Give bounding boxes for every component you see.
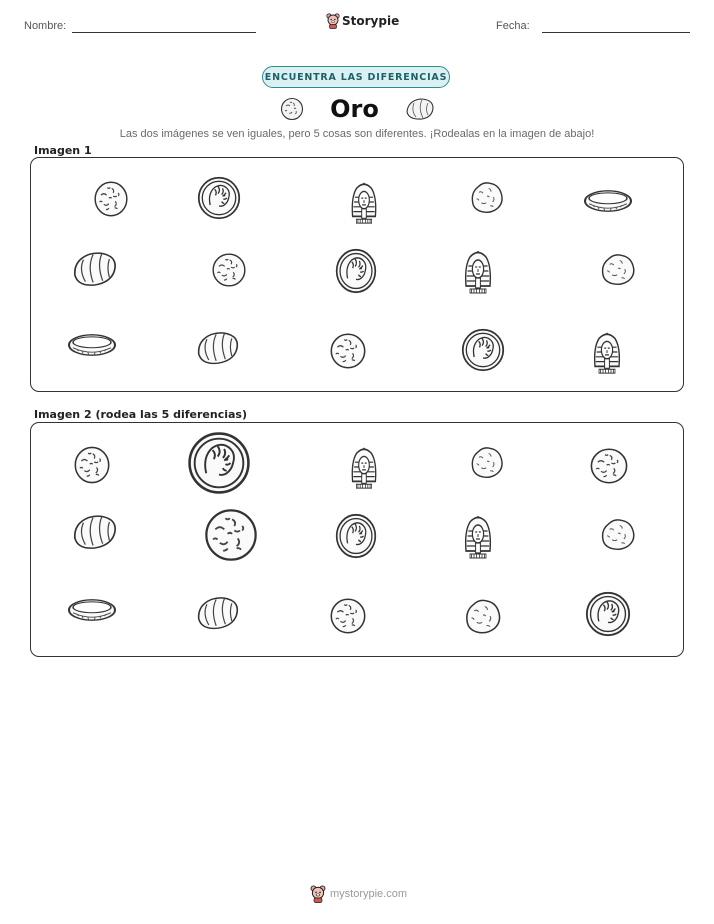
title-nugget-round-icon [280,97,304,121]
storypie-logo [326,13,399,29]
gold-nugget-round-icon [211,252,247,288]
bear-mascot-icon [326,13,340,29]
image1-panel [30,157,684,392]
gold-nugget-round-icon[interactable] [589,447,629,485]
pharaoh-mask-icon[interactable] [345,443,383,491]
worksheet-title: Oro [330,95,379,123]
brand-name: Storypie [342,14,400,28]
date-label: Fecha: [496,20,530,32]
pharaoh-mask-icon [345,178,383,226]
gold-nugget-walnut-icon [195,328,241,368]
gold-nugget-rock-icon[interactable] [461,595,505,639]
gold-nugget-round-icon[interactable] [329,597,367,635]
title-nugget-walnut-icon [405,97,435,121]
name-label: Nombre: [24,20,67,32]
image2-label: Imagen 2 (rodea las 5 diferencias) [34,408,248,421]
lion-coin-icon [461,328,505,372]
gold-nugget-round-icon [93,180,129,218]
pharaoh-mask-icon[interactable] [458,511,498,561]
instructions: Las dos imágenes se ven iguales, pero 5 cosas son diferentes. ¡Rodealas en la imagen de abajo! [119,128,595,140]
gold-ring-icon [583,184,633,218]
lion-coin-icon[interactable] [187,431,251,495]
lion-coin-icon [197,176,241,220]
bear-mascot-icon [310,885,326,903]
name-field-line[interactable] [72,32,256,33]
title-row [280,92,435,126]
pharaoh-mask-icon [458,246,498,296]
gold-nugget-walnut-icon [71,248,119,290]
gold-nugget-rock-icon [467,178,507,218]
activity-badge: ENCUENTRA LAS DIFERENCIAS [262,66,450,88]
lion-coin-icon[interactable] [335,513,377,559]
lion-coin-icon [335,248,377,294]
gold-nugget-rock-icon[interactable] [597,515,639,555]
date-field-line[interactable] [542,32,690,33]
footer [310,885,407,903]
gold-nugget-rock-icon[interactable] [467,443,507,483]
gold-nugget-walnut-icon[interactable] [71,511,119,553]
gold-nugget-round-icon [329,332,367,370]
image2-panel[interactable] [30,422,684,657]
gold-nugget-walnut-icon[interactable] [195,593,241,633]
gold-nugget-round-icon[interactable] [73,445,111,485]
gold-nugget-rock-icon [597,250,639,290]
pharaoh-mask-icon [587,328,627,376]
lion-coin-icon[interactable] [585,591,631,637]
footer-site: mystorypie.com [330,888,408,900]
gold-ring-icon[interactable] [67,593,117,627]
gold-ring-icon [67,328,117,362]
image1-label: Imagen 1 [34,144,92,157]
gold-nugget-round-icon[interactable] [203,507,259,563]
